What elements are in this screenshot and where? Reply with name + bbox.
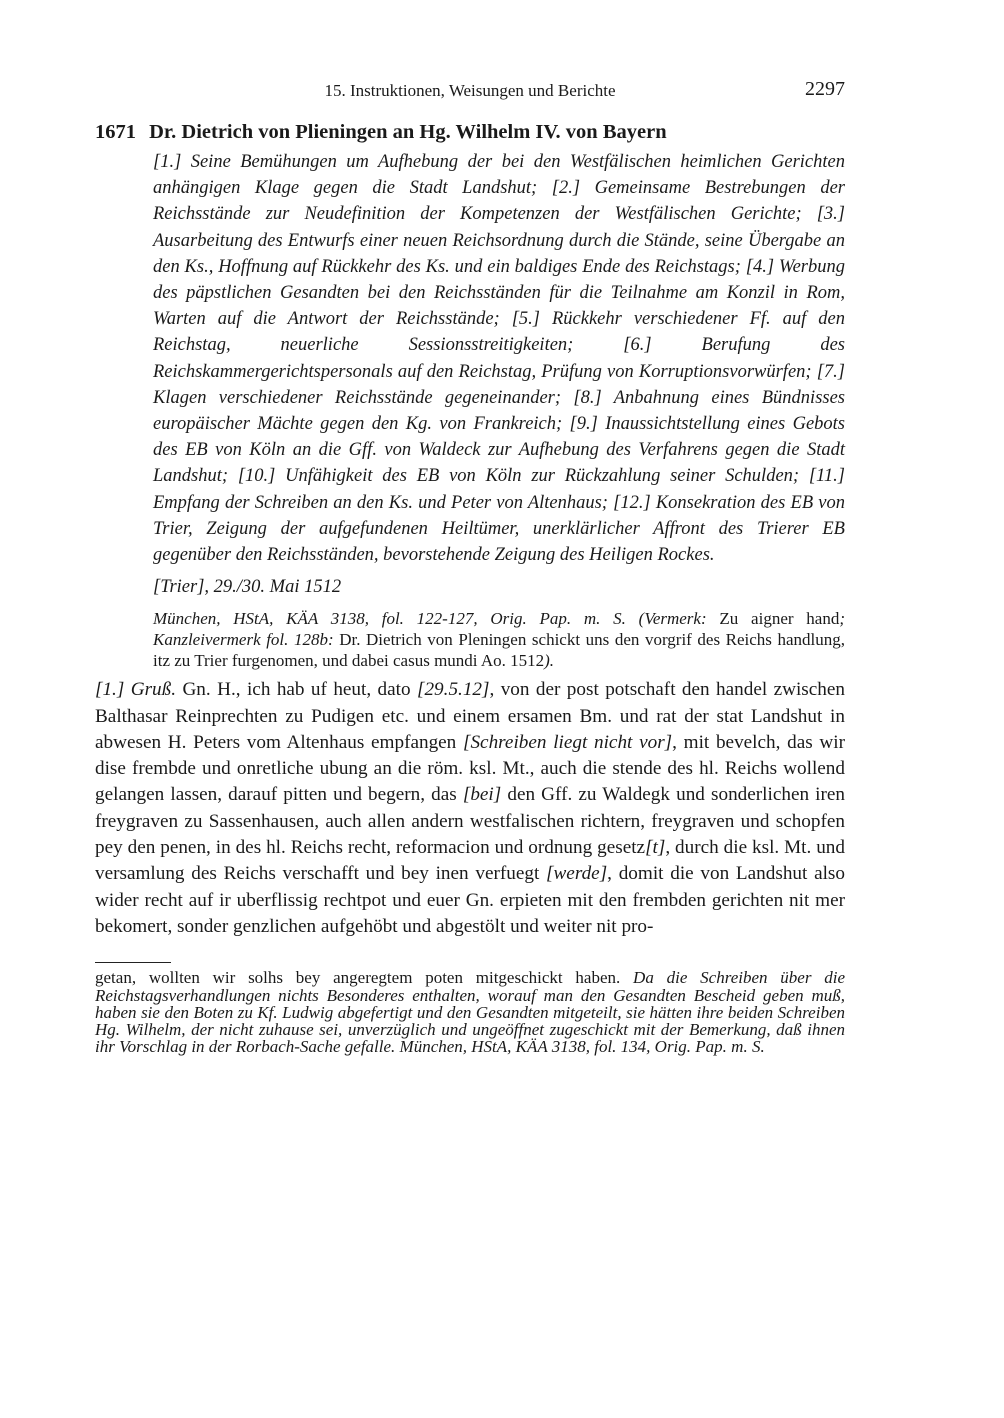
running-head <box>95 78 845 108</box>
body-text-run: , durch die ksl. Mt. und versamlung des Reichs verschafft und bey inen verfuegt <box>95 837 845 885</box>
running-head-title: 15. Instruktionen, Weisungen und Berichte <box>324 81 616 100</box>
editorial-insertion: [t] <box>645 837 666 859</box>
source-chancery-note: Dr. Dietrich von Pleningen schickt uns den vorgrif des Reichs handlung, itz zu Trier furgenomen, und dabei casus mundi Ao. 1512 <box>153 630 845 671</box>
letter-body <box>95 677 845 940</box>
footnote-text: getan, wollten wir solhs bey angeregtem poten mitgeschickt haben. <box>95 968 634 988</box>
editorial-insertion: [werde] <box>546 863 608 885</box>
editorial-note: [Schreiben liegt nicht vor] <box>463 731 673 753</box>
body-text-run: , mit bevelch, das wir dise frembde und onretliche ubung an die röm. ksl. Mt., auch die stende des hl. Reichs wollend gelangen lassen, darauf pitten und begern, das <box>95 731 845 806</box>
source-note <box>153 608 845 671</box>
editorial-date: [29.5.12] <box>417 679 490 701</box>
body-text-run: , domit die von Landshut also wider recht auf ir uberflissig rechtpot und euer Gn. erpieten mit den frembden gerichten nit mer bekomert, sonder genzlichen aufgehöbt und abgestölt und weiter nit pro- <box>95 863 845 937</box>
section-marker: [1.] Gruß. <box>95 679 177 701</box>
document-heading <box>95 119 845 145</box>
footnote-commentary: Da die Schreiben über die Reichstagsverhandlungen nichts Besonderes enthalten, worauf man den Gesandten Bescheid geben muß, haben sie den Boten zu Kf. Ludwig abgefertigt und den Gesandten mitgeteilt, sie hätten ihre beiden Schreiben Hg. Wilhelm, der nicht zuhause sei, unverzüglich und ungeöffnet zugeschickt mit der Bemerkung, daß ihnen ihr Vorschlag in der Rorbach-Sache gefalle. München, HStA, KÄA 3138, fol. 134, Orig. Pap. m. S. <box>95 968 846 1057</box>
document-title: Dr. Dietrich von Plieningen an Hg. Wilhelm IV. von Bayern <box>149 121 667 143</box>
body-text-run: Gn. H., ich hab uf heut, dato <box>176 679 417 701</box>
footnote-divider <box>95 962 171 963</box>
date-line: [Trier], 29./30. Mai 1512 <box>153 577 342 598</box>
editorial-insertion: [bei] <box>462 784 502 806</box>
source-archive: München, HStA, KÄA 3138, fol. 122-127, Orig. Pap. m. S. (Vermerk: <box>153 609 707 629</box>
source-close: ). <box>544 651 555 671</box>
document-number: 1671 <box>95 121 136 143</box>
document-page <box>95 78 845 1056</box>
body-text-run: den Gff. zu Waldegk und sonderlichen iren freygraven zu Sassenhausen, auch allen andern westfalischen richtern, freygraven und schopfen pey den penen, in des hl. Reichs recht, reformacion und ordnung gesetz <box>95 784 846 859</box>
source-remark: Zu aigner hand <box>706 609 840 629</box>
page-number: 2297 <box>805 78 845 100</box>
regest-summary: [1.] Seine Bemühungen um Aufhebung der bei den Westfälischen heimlichen Gerichten anhängigen Klage gegen die Stadt Landshut; [2.] Gemeinsame Bestrebungen der Reichsstände zur Neudefinition der Kompetenzen der Westfälischen Gerichte; [3.] Ausarbeitung des Entwurfs einer neuen Reichsordnung durch die Stände, seine Übergabe an den Ks., Hoffnung auf Rückkehr des Ks. und ein baldiges Ende des Reichstags; [4.] Werbung des päpstlichen Gesandten bei den Reichsständen für die Teilnahme am Konzil in Rom, Warten auf die Antwort der Reichsstände; [5.] Rückkehr verschiedener Ff. auf den Reichstag, neuerliche Sessionsstreitigkeiten; [6.] Berufung des Reichskammergerichtspersonals auf den Reichstag, Prüfung von Korruptionsvorwürfen; [7.] Klagen verschiedener Reichsstände gegeneinander; [8.] Anbahnung eines Bündnisses europäischer Mächte gegen den Kg. von Frankreich; [9.] Inaussichtstellung eines Gebots des EB von Köln an die Gff. von Waldeck zur Aufhebung des Verfahrens gegen die Stadt Landshut; [10.] Unfähigkeit des EB von Köln zur Rückzahlung seiner Schulden; [11.] Empfang der Schreiben an den Ks. und Peter von Altenhaus; [12.] Konsekration des EB von Trier, Zeigung der aufgefundenen Heiltümer, unerklärlicher Affront des Trierer EB gegenüber den Reichsständen, bevorstehende Zeigung des Heiligen Rockes. <box>153 152 845 566</box>
source-chancery-label: ; Kanzleivermerk fol. 128b: <box>153 609 845 650</box>
body-text-run: , von der post potschaft den handel zwischen Balthasar Reinprechten zu Pudigen etc. und einem ersamen Bm. und rat der stat Landshut in abwesen H. Peters vom Altenhaus empfangen <box>95 679 845 753</box>
footnote <box>95 969 845 1055</box>
